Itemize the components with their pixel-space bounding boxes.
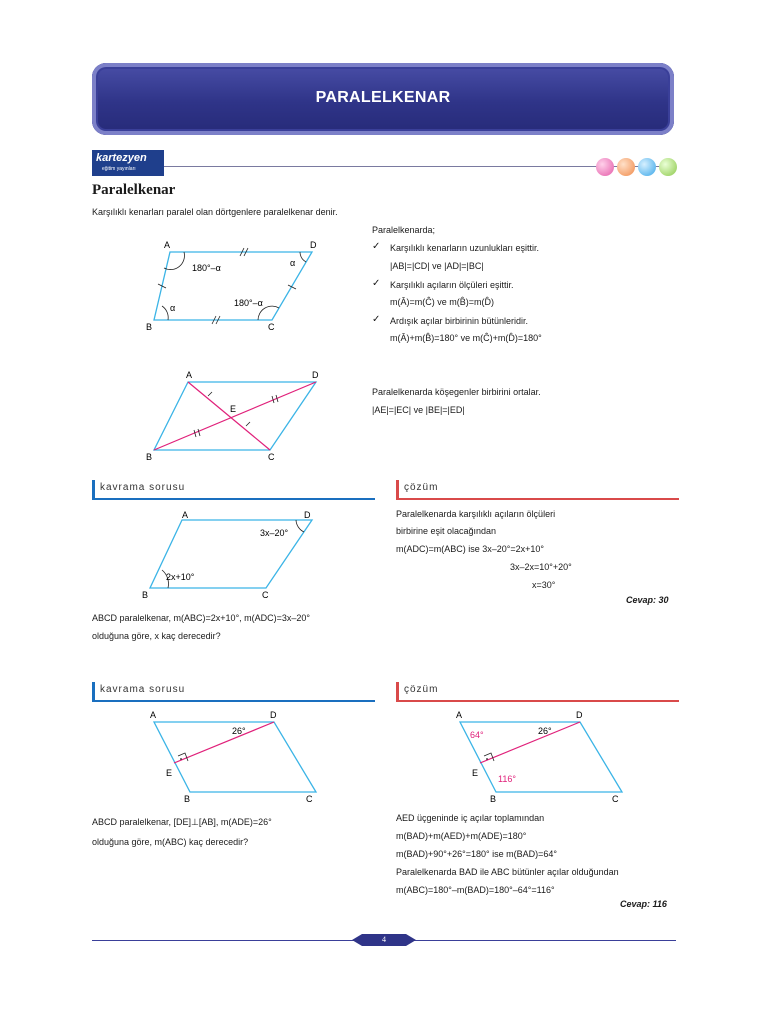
answer-2-line-2: m(BAD)+m(AED)+m(ADE)=180°: [396, 831, 527, 841]
section-title: Paralelkenar: [92, 182, 176, 198]
angle-label: 180°–α: [234, 298, 263, 308]
logo-divider: [92, 166, 674, 167]
question-2-header-label: kavrama sorusu: [100, 684, 186, 695]
angle-label: 180°–α: [192, 263, 221, 273]
answer-1-line-4: 3x–2x=10°+20°: [510, 562, 572, 572]
vertex-label: D: [312, 370, 319, 380]
question-2-figure: [140, 706, 340, 806]
logo-brand: kartezyen: [96, 152, 147, 164]
properties-intro: Paralelkenarda;: [372, 225, 436, 235]
green-dot-icon: [659, 158, 677, 176]
diagonals-text: Paralelkenarda köşegenler birbirini ortalar.: [372, 387, 541, 397]
definition-text: Karşılıklı kenarları paralel olan dörtgenlere paralelkenar denir.: [92, 207, 338, 217]
answer-2-line-5: m(ABC)=180°–m(BAD)=180°–64°=116°: [396, 885, 555, 895]
vertex-label: A: [182, 510, 189, 520]
answer-1-result: Cevap: 30: [626, 595, 669, 605]
vertex-label: A: [186, 370, 193, 380]
vertex-label: B: [184, 794, 191, 804]
page-title: PARALELKENAR: [315, 89, 451, 106]
vertex-label: A: [164, 240, 171, 250]
title-banner: [92, 63, 674, 135]
check-icon: ✓: [372, 314, 381, 325]
vertex-label: D: [304, 510, 311, 520]
question-2-header: [92, 682, 375, 702]
property-2-formula: m(Â)=m(Ĉ) ve m(B̂)=m(D̂): [390, 297, 494, 307]
vertex-label: E: [230, 404, 237, 414]
answer-1-line-2: birbirine eşit olacağından: [396, 526, 497, 536]
check-icon: ✓: [372, 278, 381, 289]
vertex-label: E: [166, 768, 173, 778]
answer-2-result: Cevap: 116: [620, 899, 667, 909]
answer-1-header-label: çözüm: [404, 482, 439, 493]
answer-2-line-1: AED üçgeninde iç açılar toplamından: [396, 813, 545, 823]
question-1-header: [92, 480, 375, 500]
question-1-header-label: kavrama sorusu: [100, 482, 186, 493]
angle-label: α: [170, 303, 176, 313]
question-2-line-1: ABCD paralelkenar, [DE]⊥[AB], m(ADE)=26°: [92, 817, 272, 827]
vertex-label: B: [146, 452, 153, 462]
vertex-label: D: [270, 710, 277, 720]
pink-dot-icon: [596, 158, 614, 176]
angle-label: α: [290, 258, 296, 268]
answer-1-header: [396, 480, 679, 500]
answer-1-line-5: x=30°: [532, 580, 556, 590]
answer-1-line-1: Paralelkenarda karşılıklı açıların ölçüleri: [396, 509, 556, 519]
property-1-formula: |AB|=|CD| ve |AD|=|BC|: [390, 261, 484, 271]
parallelogram-angles-figure: [140, 236, 330, 336]
page-number: 4: [382, 935, 386, 944]
answer-1-line-3: m(ADC)=m(ABC) ise 3x–20°=2x+10°: [396, 544, 544, 554]
property-3: Ardışık açılar birbirinin bütünleridir.: [390, 316, 529, 326]
angle-label: 3x–20°: [260, 528, 289, 538]
vertex-label: B: [142, 590, 149, 600]
vertex-label: A: [150, 710, 157, 720]
vertex-label: B: [146, 322, 153, 332]
check-icon: ✓: [372, 241, 381, 252]
property-3-formula: m(Â)+m(B̂)=180° ve m(Ĉ)+m(D̂)=180°: [390, 333, 542, 343]
vertex-label: C: [262, 590, 269, 600]
answer-2-header-label: çözüm: [404, 684, 439, 695]
answer-2-line-4: Paralelkenarda BAD ile ABC bütünler açılar olduğundan: [396, 867, 619, 877]
vertex-label: C: [306, 794, 313, 804]
vertex-label: C: [268, 452, 275, 462]
vertex-label: E: [472, 768, 479, 778]
vertex-label: D: [310, 240, 317, 250]
angle-label: 26°: [538, 726, 552, 736]
question-2-line-2: olduğuna göre, m(ABC) kaç derecedir?: [92, 837, 249, 847]
answer-2-figure: [446, 706, 646, 806]
angle-label: 64°: [470, 730, 484, 740]
publisher-logo: [92, 150, 164, 176]
angle-label: 2x+10°: [166, 572, 195, 582]
vertex-label: D: [576, 710, 583, 720]
orange-dot-icon: [617, 158, 635, 176]
vertex-label: C: [612, 794, 619, 804]
property-1: Karşılıklı kenarların uzunlukları eşittir.: [390, 243, 540, 253]
answer-2-header: [396, 682, 679, 702]
angle-label: 26°: [232, 726, 246, 736]
vertex-label: C: [268, 322, 275, 332]
question-1-line-1: ABCD paralelkenar, m(ABC)=2x+10°, m(ADC)=3x–20°: [92, 613, 311, 623]
property-2: Karşılıklı açıların ölçüleri eşittir.: [390, 280, 514, 290]
vertex-label: A: [456, 710, 463, 720]
angle-label: 116°: [498, 774, 516, 784]
logo-tagline: eğitim yayınları: [102, 166, 136, 172]
question-1-figure: [136, 506, 326, 602]
answer-2-line-3: m(BAD)+90°+26°=180° ise m(BAD)=64°: [396, 849, 557, 859]
diagonals-formula: |AE|=|EC| ve |BE|=|ED|: [372, 405, 465, 415]
parallelogram-diagonals-figure: [140, 366, 330, 466]
question-1-line-2: olduğuna göre, x kaç derecedir?: [92, 631, 221, 641]
vertex-label: B: [490, 794, 497, 804]
blue-dot-icon: [638, 158, 656, 176]
